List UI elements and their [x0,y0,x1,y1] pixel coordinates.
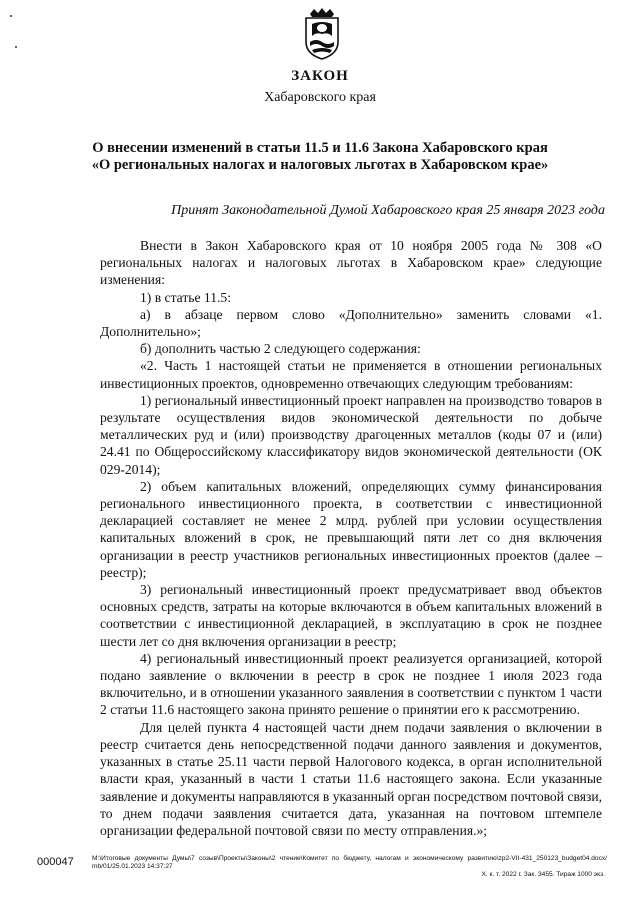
body-paragraph: а) в абзаце первом слово «Дополнительно» заменить словами «1. Дополнительно»; [100,306,602,340]
file-path-footer: M:\Итоговые документы Думы\7 созыв\Проекты\Законы\2 чтение\Комитет по бюджету, налогам и экономическому развитию\zp2-VII-431_250123_budget04.docx/ mb/01/25.01.2023 14:37:27 [92,855,607,870]
body-paragraph: Для целей пункта 4 настоящей части днем подачи заявления о включении в реестр считается день непосредственной подачи данного заявления и документов, указанных в статье 25.11 части первой Налогового кодекса, в орган исполнительной власти края, указанный в части 1 статьи 11.6 настоящего закона. Если указанные заявление и документы направляются в указанный орган посредством почтовой связи, то днем подачи заявления считается дата, указанная на почтовом штемпеле организации федеральной почтовой связи по месту отправления.»; [100,719,602,838]
document-type: ЗАКОН [291,68,349,84]
body-paragraph: 4) региональный инвестиционный проект реализуется организацией, которой подано заявление о включении в реестр в срок не позднее 1 июля 2023 года включительно, и в отношении указанного заявления в соответствии с пунктом 1 части 2 статьи 11.6 настоящего закона принято решение о принятии его к рассмотрению. [100,650,602,718]
body-paragraph: 2) объем капитальных вложений, определяющих сумму финансирования регионального инвестиционного проекта, в соответствии с инвестиционной декларацией составляет не менее 2 млрд. рублей при условии осуществления капитальных вложений в срок, не превышающий пяти лет со дня включения организации в реестр участников региональных инвестиционных проектов (далее – реестр); [100,478,602,580]
coat-of-arms-icon [302,8,342,60]
body-paragraph: Внести в Закон Хабаровского края от 10 ноября 2005 года № 308 «О региональных налогах и налоговых льготах в Хабаровском крае» следующие изменения: [100,238,602,288]
body-paragraph: 1) региональный инвестиционный проект направлен на производство товаров в результате осуществления видов экономической деятельности по добыче металлических руд и (или) производству драгоценных металлов (коды 07 и (или) 24.41 по Общероссийскому классификатору видов экономической деятельности (ОК 029-2014); [100,392,602,477]
adoption-note: Принят Законодательной Думой Хабаровского края 25 января 2023 года [171,203,605,218]
law-title-line-2: «О региональных налогах и налоговых льготах в Хабаровском крае» [91,157,549,173]
law-body [100,237,602,839]
body-paragraph: «2. Часть 1 настоящей статьи не применяется в отношении региональных инвестиционных проектов, одновременно отвечающих следующим требованиям: [100,358,602,391]
document-number: 000047 [37,856,74,868]
body-paragraph: 1) в статье 11.5: [140,289,231,305]
law-title-line-1: О внесении изменений в статьи 11.5 и 11.6 Закона Хабаровского края [92,140,548,156]
scan-speck [10,15,12,17]
print-info: Х. к. т. 2022 г. Зак. 3455. Тираж 1000 экз. [481,871,605,878]
body-paragraph: 3) региональный инвестиционный проект предусматривает ввод объектов основных средств, затраты на которые включаются в объем капитальных вложений в соответствии с инвестиционной декларацией, в эксплуатацию в срок не позднее шести лет со дня включения организации в реестр; [100,582,602,649]
scan-speck [15,46,17,48]
document-region: Хабаровского края [264,90,376,105]
body-paragraph: б) дополнить частью 2 следующего содержания: [140,341,421,357]
